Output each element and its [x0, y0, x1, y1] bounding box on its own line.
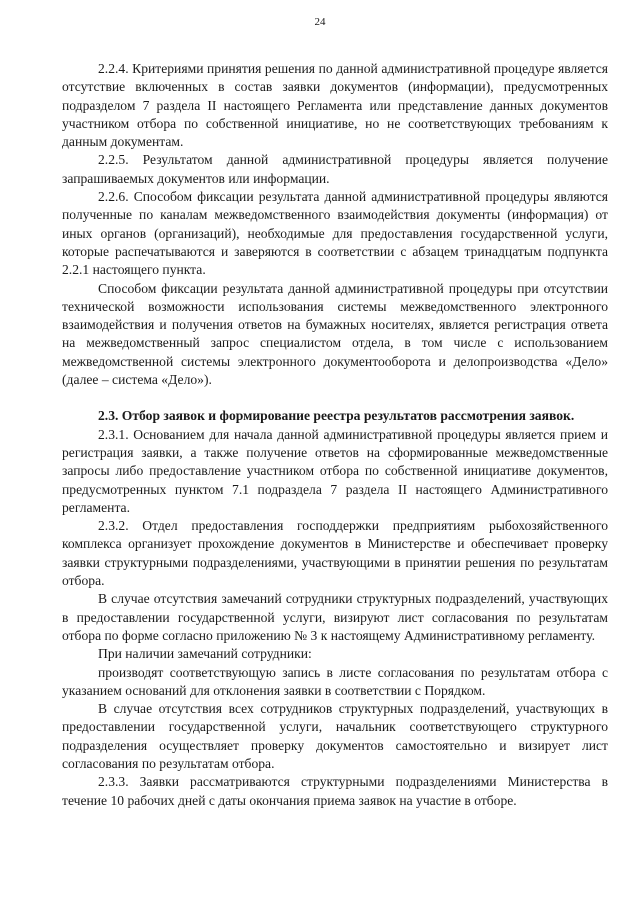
- document-body: [62, 60, 608, 810]
- paragraph-2-3-1: 2.3.1. Основанием для начала данной административной процедуры является прием и регистрация заявки, а также получение ответов на сформированные межведомственные запросы либо предоставление участником отбора по собственной инициативе документов, предусмотренных пунктом 7.1 подраздела 7 раздела II настоящего Административного регламента.: [62, 426, 608, 515]
- paragraph-remarks-intro: При наличии замечаний сотрудники:: [98, 646, 312, 662]
- paragraph-fixation-method: Способом фиксации результата данной административной процедуры при отсутствии технической возможности использования системы межведомственного электронного взаимодействия и получения ответов на бумажных носителях, является регистрация ответа на межведомственный запрос специалистом отдела, в том числе с использованием межведомственной системы электронного документооборота и делопроизводства «Дело» (далее – система «Дело»).: [62, 280, 608, 388]
- paragraph-2-3-3: 2.3.3. Заявки рассматриваются структурными подразделениями Министерства в течение 10 рабочих дней с даты окончания приема заявок на участие в отборе.: [62, 774, 608, 808]
- paragraph-absence-of-staff: В случае отсутствия всех сотрудников структурных подразделений, участвующих в предоставлении государственной услуги, начальник соответствующего структурного подразделения осуществляет проверку документов самостоятельно и визирует лист согласования по результатам отбора.: [62, 701, 608, 771]
- paragraph-2-2-4: 2.2.4. Критериями принятия решения по данной административной процедуре является отсутствие включенных в состав заявки документов (информации), предусмотренных подразделом 7 раздела II настоящего Регламента или представление данных документов участником отбора по собственной инициативе, но не соответствующих требованиям к данным документам.: [62, 61, 608, 150]
- page-number: 24: [314, 16, 326, 28]
- paragraph-no-remarks: В случае отсутствия замечаний сотрудники структурных подразделений, участвующих в предоставлении государственной услуги, визируют лист согласования по результатам отбора по форме согласно приложению № 3 к настоящему Административному регламенту.: [62, 591, 608, 643]
- paragraph-2-2-6: 2.2.6. Способом фиксации результата данной административной процедуры являются полученные по каналам межведомственного взаимодействия документы (информация) от иных органов (организаций), необходимые для предоставления государственной услуги, которые распечатываются и заверяются в соответствии с абзацем тринадцатым подпункта 2.2.1 настоящего пункта.: [62, 189, 608, 278]
- paragraph-2-2-5: 2.2.5. Результатом данной административной процедуры является получение запрашиваемых документов или информации.: [62, 152, 608, 186]
- paragraph-2-3-2: 2.3.2. Отдел предоставления господдержки предприятиям рыбохозяйственного комплекса организует прохождение документов в Министерстве и обеспечивает проверку заявки структурными подразделениями, участвующими в принятии решения по результатам отбора.: [62, 518, 608, 589]
- section-heading-2-3: 2.3. Отбор заявок и формирование реестра результатов рассмотрения заявок.: [98, 408, 575, 424]
- paragraph-remarks-action: производят соответствующую запись в листе согласования по результатам отбора с указанием оснований для отклонения заявки в соответствии с Порядком.: [62, 664, 608, 698]
